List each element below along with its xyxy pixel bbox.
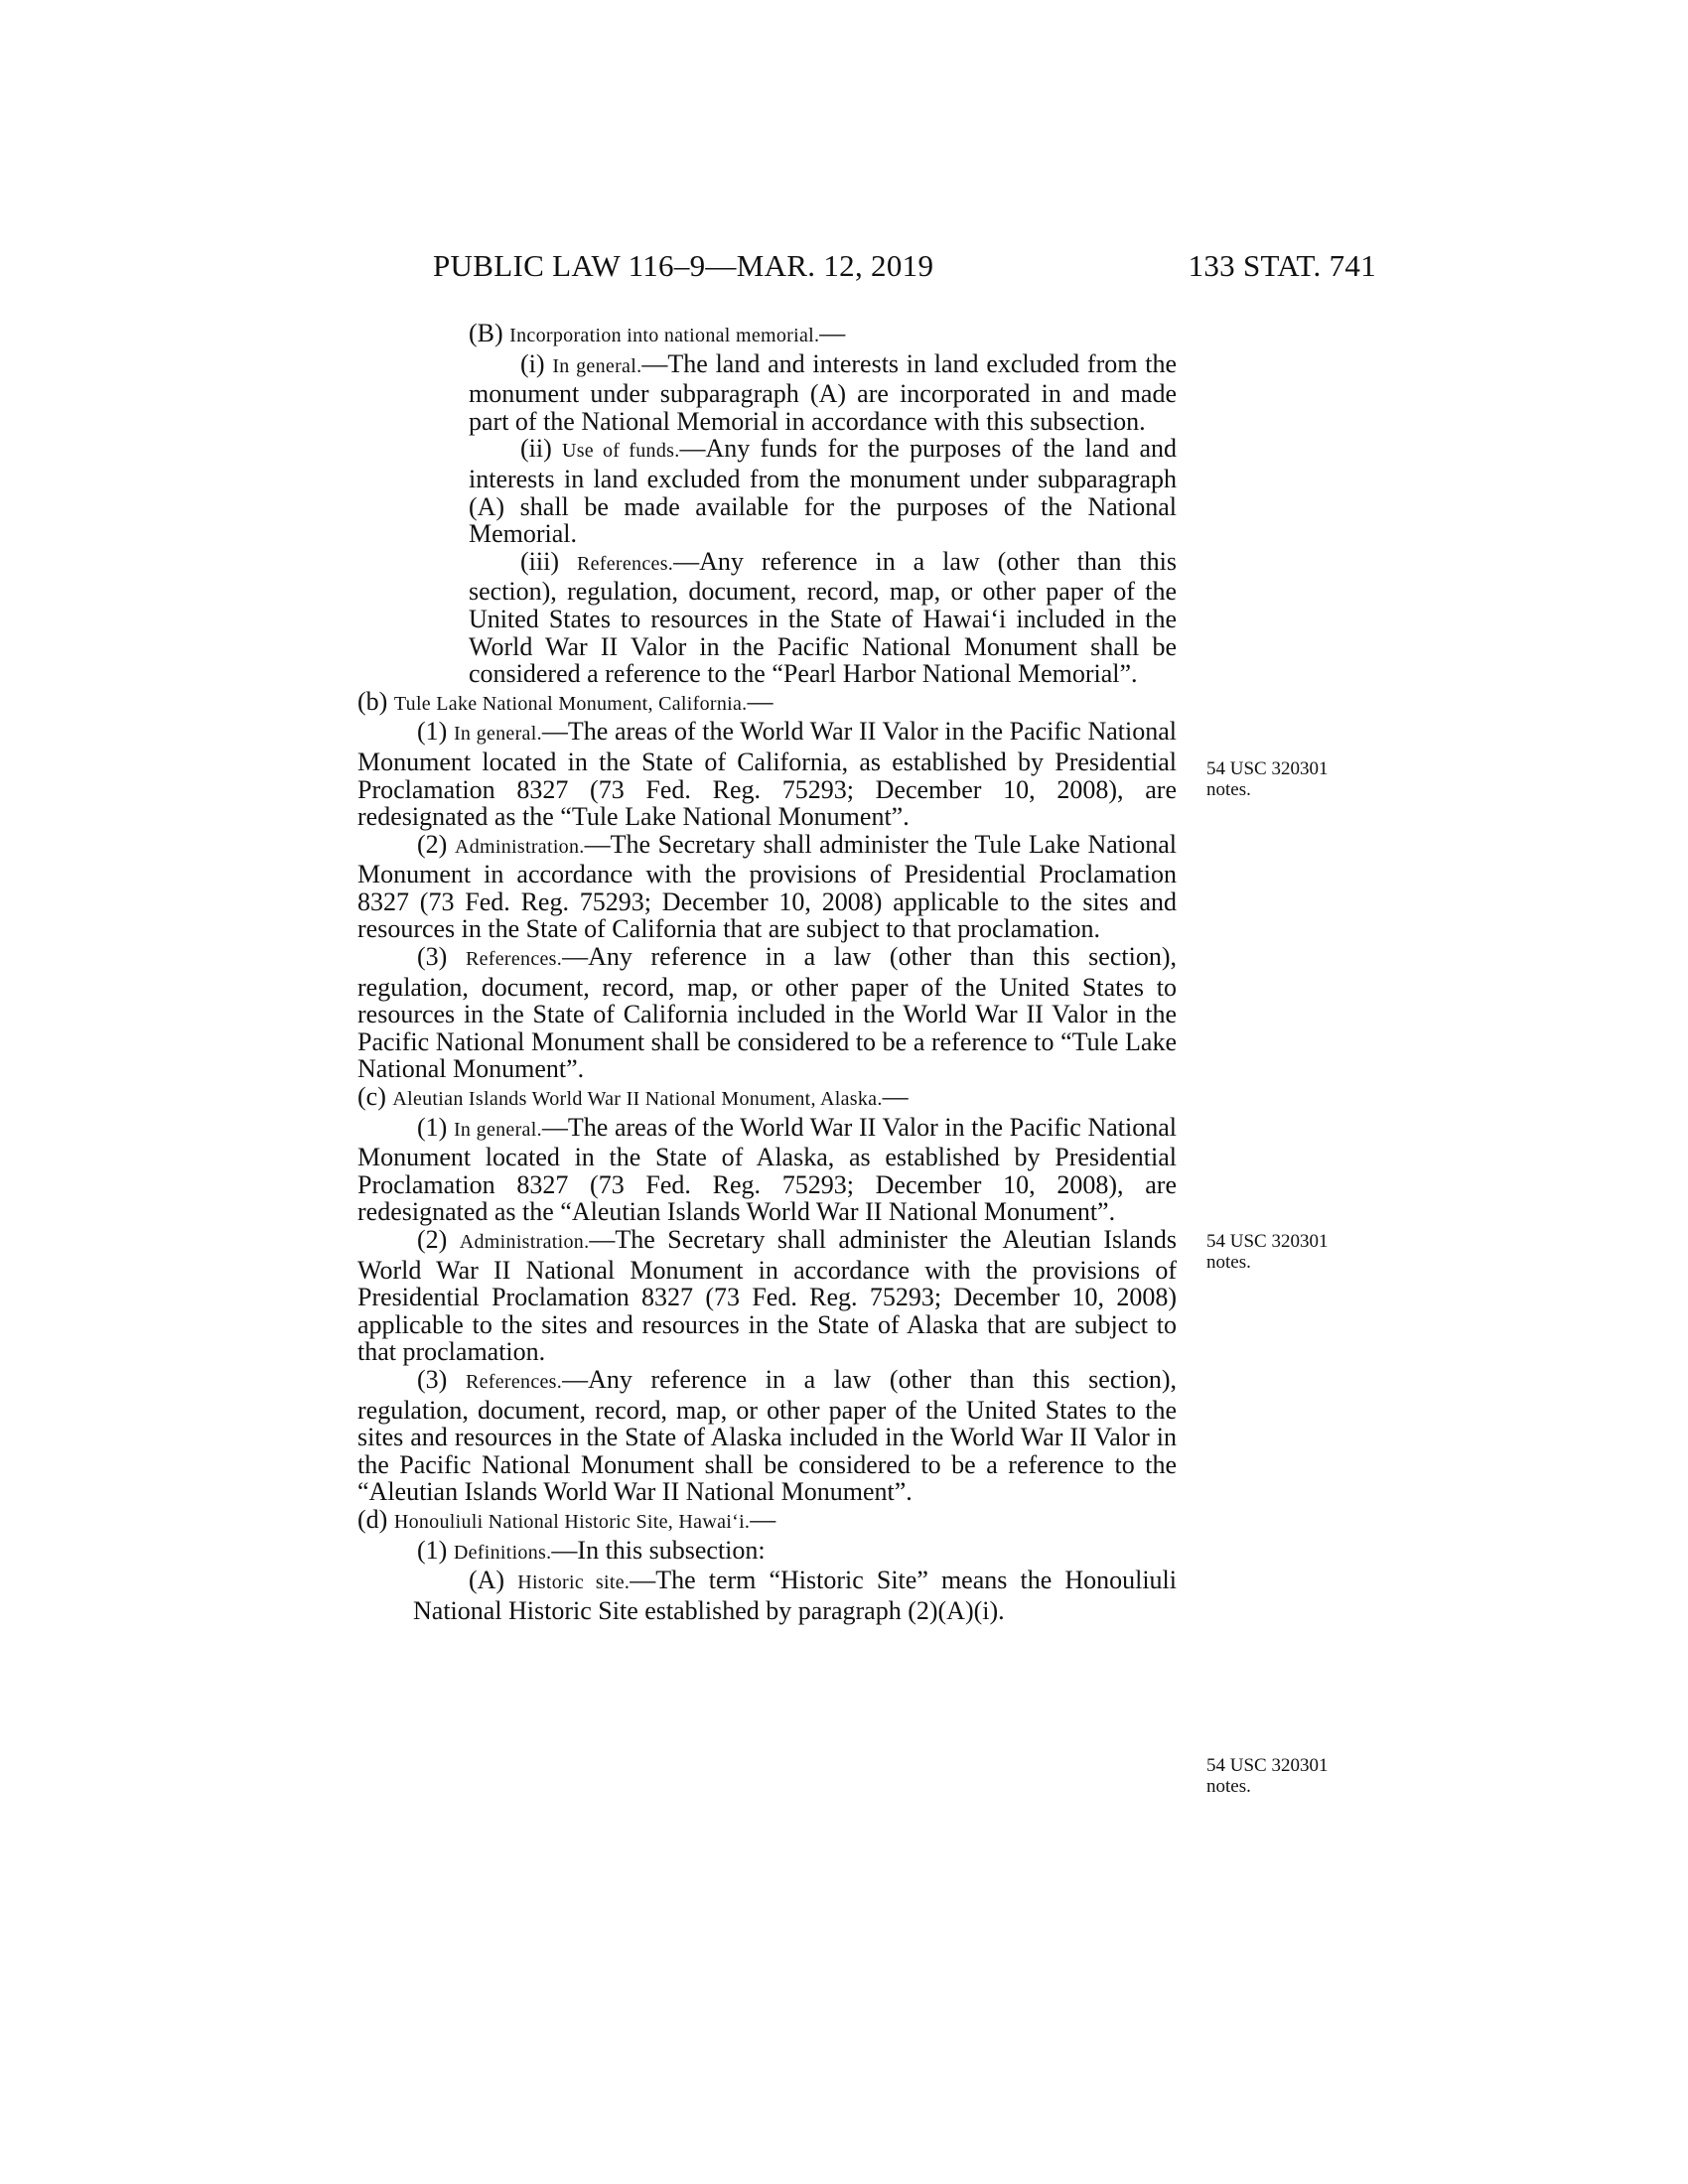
margin-note-citation: 54 USC 320301 [1206,1755,1329,1776]
paragraph-d1: (1) Definitions.—In this subsection: [417,1535,766,1565]
paragraph-c2: (2) Administration.—The Secretary shall administer the Aleutian Islands World War II National Monument in accordance with the provisions of Presidential Proclamation 8327 (73 Fed. Reg. 75293; December 10, 2008) applicable to the sites and resources in the State of Alaska that are subject to that proclamation. [357,1225,1177,1367]
paragraph-b3: (3) References.—Any reference in a law (other than this section), regulation, document, record, map, or other paper of the United States to resources in the State of California included in the World War II Valor in the Pacific National Monument shall be considered to be a reference to “Tule Lake National Monument”. [357,942,1177,1084]
subsection-d-heading: (d) Honouliuli National Historic Site, Hawai‘i.— [357,1504,776,1534]
statute-body [298,320,1177,1624]
clause-ii: (ii) Use of funds.—Any funds for the purposes of the land and interests in land excluded from the monument under subparagraph (A) shall be made available for the purposes of the National Memorial. [469,434,1178,549]
paragraph-c3: (3) References.—Any reference in a law (other than this section), regulation, document, record, map, or other paper of the United States to the sites and resources in the State of Alaska included in the World War II Valor in the Pacific National Monument shall be considered to be a reference to the “Aleutian Islands World War II National Monument”. [357,1364,1177,1507]
margin-note-b [1206,758,1328,800]
margin-note-label: notes. [1206,1252,1251,1273]
margin-note-label: notes. [1206,779,1251,800]
paragraph-c1: (1) In general.—The areas of the World War II Valor in the Pacific National Monument located in the State of Alaska, as established by Presidential Proclamation 8327 (73 Fed. Reg. 75293; December 10, 2008), are redesignated as the “Aleutian Islands World War II National Monument”. [357,1112,1177,1227]
running-head: PUBLIC LAW 116–9—MAR. 12, 2019 [433,248,934,283]
statute-page-number: 133 STAT. 741 [1188,248,1376,283]
margin-note-c [1206,1231,1328,1273]
paragraph-b1: (1) In general.—The areas of the World War II Valor in the Pacific National Monument located in the State of California, as established by Presidential Proclamation 8327 (73 Fed. Reg. 75293; December 10, 2008), are redesignated as the “Tule Lake National Monument”. [357,717,1177,832]
clause-iii: (iii) References.—Any reference in a law (other than this section), regulation, document, record, map, or other paper of the United States to resources in the State of Hawai‘i included in the World War II Valor in the Pacific National Monument shall be considered a reference to the “Pearl Harbor National Memorial”. [469,546,1177,689]
subsection-c-heading: (c) Aleutian Islands World War II National Monument, Alaska.— [357,1082,909,1112]
subparagraph-dA: (A) Historic site.—The term “Historic Site” means the Honouliuli National Historic Site established by paragraph (2)(A)(i). [413,1566,1178,1625]
margin-note-d [1206,1755,1328,1797]
clause-i: (i) In general.—The land and interests in land excluded from the monument under subparagraph (A) are incorporated in and made part of the National Memorial in accordance with this subsection. [469,348,1177,436]
paragraph-b2: (2) Administration.—The Secretary shall administer the Tule Lake National Monument in accordance with the provisions of Presidential Proclamation 8327 (73 Fed. Reg. 75293; December 10, 2008) applicable to the sites and resources in the State of California that are subject to that proclamation. [357,829,1178,944]
margin-note-label: notes. [1206,1776,1251,1797]
margin-note-citation: 54 USC 320301 [1206,758,1329,779]
subparagraph-B-heading: (B) Incorporation into national memorial.— [469,319,846,347]
page-header [433,248,1376,288]
subsection-b-heading: (b) Tule Lake National Monument, California.— [357,686,774,716]
margin-note-citation: 54 USC 320301 [1206,1231,1329,1252]
